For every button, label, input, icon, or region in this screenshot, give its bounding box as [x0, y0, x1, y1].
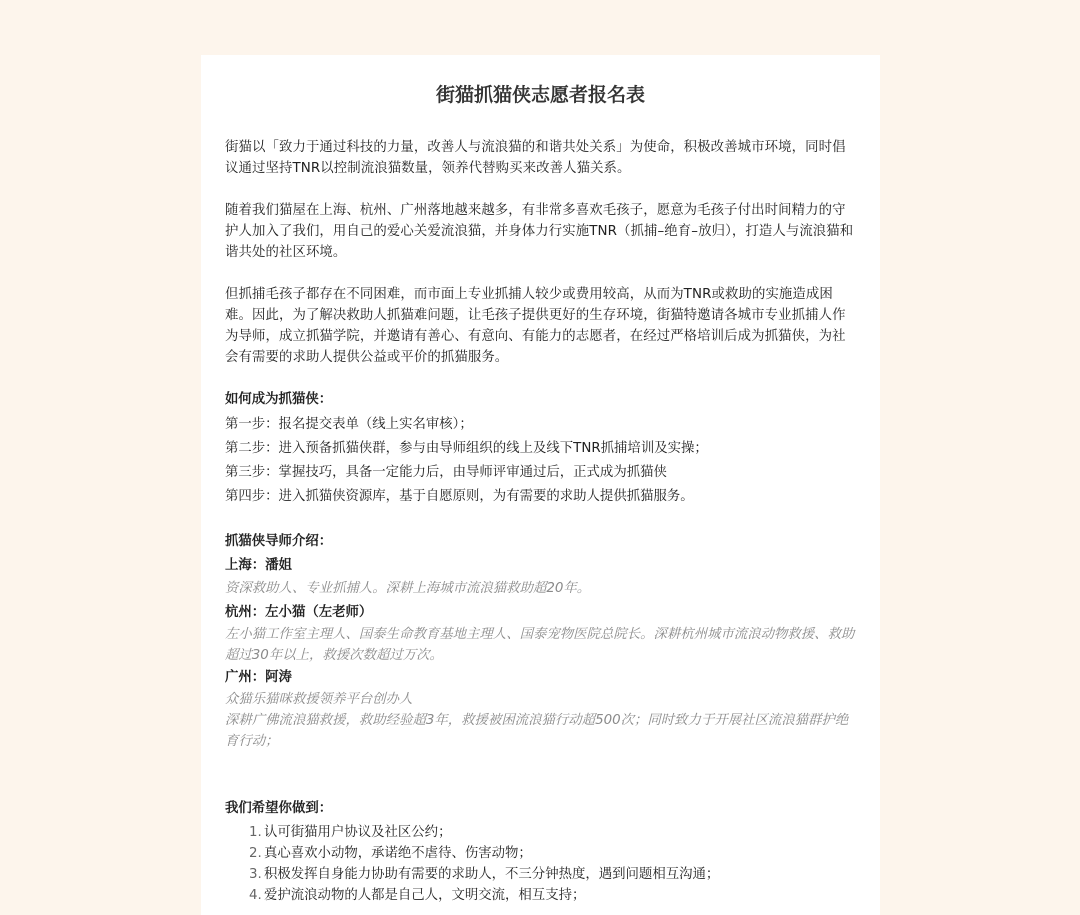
mentor-desc-shanghai: 资深救助人、专业抓捕人。深耕上海城市流浪猫救助超20年。 — [225, 581, 591, 596]
mentor-name-shanghai: 上海：潘姐 — [225, 558, 292, 573]
hopes-heading: 我们希望你做到： — [225, 801, 333, 816]
mentor-desc-hangzhou: 左小猫工作室主理人、国泰生命教育基地主理人、国泰宠物医院总院长。深耕杭州城市流浪动物救援、救助超过30年以上，救援次数超过万次。 — [225, 627, 855, 663]
step-item: 第二步：进入预备抓猫侠群，参与由导师组织的线上及线下TNR抓捕培训及实操； — [225, 441, 708, 456]
list-number: 3. — [249, 867, 262, 882]
list-text: 积极发挥自身能力协助有需要的求助人，不三分钟热度，遇到问题相互沟通； — [264, 867, 720, 882]
page-title: 街猫抓猫侠志愿者报名表 — [435, 84, 645, 106]
list-text: 爱护流浪动物的人都是自己人，文明交流，相互支持； — [264, 888, 586, 903]
section-spacer — [225, 752, 856, 798]
list-number: 4. — [249, 888, 262, 903]
mentor-desc-guangzhou-1: 众猫乐猫咪救援领养平台创办人 — [225, 692, 413, 707]
list-item — [249, 885, 856, 906]
how-to-heading: 如何成为抓猫侠： — [225, 392, 333, 407]
hopes-list — [225, 822, 856, 906]
intro-paragraph-3: 但抓捕毛孩子都存在不同困难，而市面上专业抓捕人较少或费用较高，从而为TNR或救助的实施造成困难。因此，为了解决救助人抓猫难问题，让毛孩子提供更好的生存环境，街猫特邀请各城市专业抓捕人作为导师，成立抓猫学院，并邀请有善心、有意向、有能力的志愿者，在经过严格培训后成为抓猫侠，为社会有需要的求助人提供公益或平价的抓猫服务。 — [225, 287, 846, 365]
intro-paragraph-2: 随着我们猫屋在上海、杭州、广州落地越来越多，有非常多喜欢毛孩子，愿意为毛孩子付出时间精力的守护人加入了我们，用自己的爱心关爱流浪猫，并身体力行实施TNR（抓捕–绝育–放归），打造人与流浪猫和谐共处的社区环境。 — [225, 203, 854, 260]
list-item — [249, 822, 856, 843]
intro-paragraph-1: 街猫以「致力于通过科技的力量，改善人与流浪猫的和谐共处关系」为使命，积极改善城市环境，同时倡议通过坚持TNR以控制流浪猫数量，领养代替购买来改善人猫关系。 — [225, 140, 846, 176]
list-text: 真心喜欢小动物，承诺绝不虐待、伤害动物； — [264, 846, 532, 861]
list-item — [249, 864, 856, 885]
list-text: 认可街猫用户协议及社区公约； — [264, 825, 452, 840]
mentor-name-hangzhou: 杭州：左小猫（左老师） — [225, 605, 373, 620]
mentors-list — [225, 555, 856, 752]
mentors-heading: 抓猫侠导师介绍： — [225, 534, 333, 549]
list-number: 1. — [249, 825, 262, 840]
signup-form-document — [201, 55, 880, 915]
list-number: 2. — [249, 846, 262, 861]
steps-list — [225, 413, 856, 509]
list-item — [249, 843, 856, 864]
step-item: 第一步：报名提交表单（线上实名审核）； — [225, 417, 473, 432]
step-item: 第三步：掌握技巧，具备一定能力后，由导师评审通过后，正式成为抓猫侠 — [225, 465, 667, 480]
mentor-name-guangzhou: 广州：阿涛 — [225, 670, 292, 685]
step-item: 第四步：进入抓猫侠资源库，基于自愿原则，为有需要的求助人提供抓猫服务。 — [225, 489, 694, 504]
mentor-desc-guangzhou-2: 深耕广佛流浪猫救援，救助经验超3年，救援被困流浪猫行动超500次；同时致力于开展社区流浪猫群护绝育行动； — [225, 713, 849, 749]
